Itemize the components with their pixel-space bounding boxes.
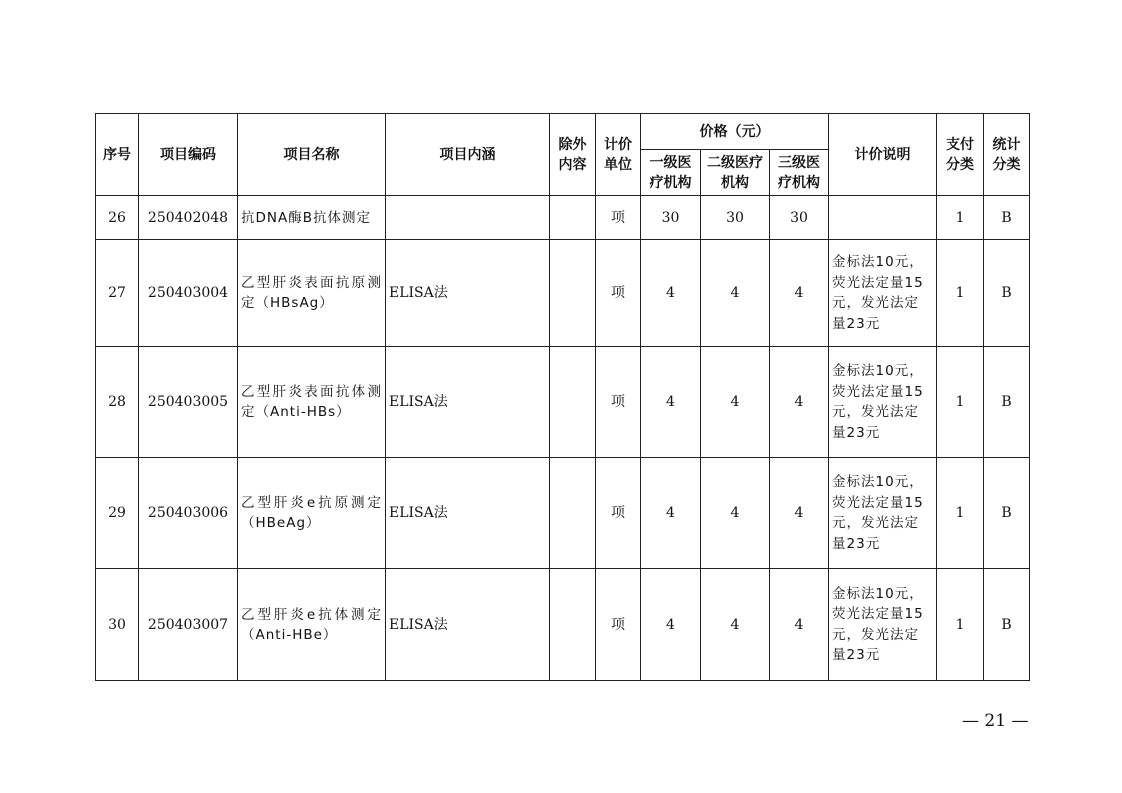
cell-note: 金标法10元，荧光法定量15元，发光法定量23元 xyxy=(829,347,937,458)
header-unit: 计价单位 xyxy=(596,114,641,196)
cell-code: 250403006 xyxy=(139,458,238,569)
cell-price-level2: 4 xyxy=(701,240,770,347)
cell-stat: B xyxy=(984,196,1030,240)
header-seq: 序号 xyxy=(96,114,139,196)
cell-stat: B xyxy=(984,458,1030,569)
cell-payment: 1 xyxy=(937,458,984,569)
cell-code: 250402048 xyxy=(139,196,238,240)
cell-name: 乙型肝炎表面抗体测定（Anti-HBs） xyxy=(238,347,386,458)
cell-seq: 30 xyxy=(96,569,139,681)
cell-price-level3: 4 xyxy=(770,569,829,681)
cell-exclusion xyxy=(550,196,596,240)
cell-note xyxy=(829,196,937,240)
cell-code: 250403004 xyxy=(139,240,238,347)
header-level1: 一级医疗机构 xyxy=(641,150,701,196)
cell-content: ELISA法 xyxy=(386,458,550,569)
table-row xyxy=(96,196,1030,240)
cell-exclusion xyxy=(550,458,596,569)
cell-unit: 项 xyxy=(596,347,641,458)
cell-price-level1: 30 xyxy=(641,196,701,240)
header-level2: 二级医疗机构 xyxy=(701,150,770,196)
table-row xyxy=(96,347,1030,458)
cell-content: ELISA法 xyxy=(386,240,550,347)
cell-note: 金标法10元，荧光法定量15元，发光法定量23元 xyxy=(829,458,937,569)
cell-price-level3: 30 xyxy=(770,196,829,240)
cell-name: 乙型肝炎e抗体测定（Anti-HBe） xyxy=(238,569,386,681)
page-number: — 21 — xyxy=(962,711,1029,731)
header-payment: 支付分类 xyxy=(937,114,984,196)
cell-price-level2: 30 xyxy=(701,196,770,240)
cell-unit: 项 xyxy=(596,240,641,347)
cell-seq: 28 xyxy=(96,347,139,458)
cell-payment: 1 xyxy=(937,569,984,681)
table-row xyxy=(96,240,1030,347)
cell-price-level3: 4 xyxy=(770,240,829,347)
cell-stat: B xyxy=(984,347,1030,458)
cell-exclusion xyxy=(550,347,596,458)
header-code: 项目编码 xyxy=(139,114,238,196)
header-exclusion: 除外内容 xyxy=(550,114,596,196)
cell-price-level1: 4 xyxy=(641,458,701,569)
cell-code: 250403005 xyxy=(139,347,238,458)
cell-payment: 1 xyxy=(937,240,984,347)
cell-price-level1: 4 xyxy=(641,347,701,458)
header-note: 计价说明 xyxy=(829,114,937,196)
cell-content: ELISA法 xyxy=(386,347,550,458)
cell-content xyxy=(386,196,550,240)
cell-note: 金标法10元，荧光法定量15元，发光法定量23元 xyxy=(829,240,937,347)
header-price-group: 价格（元） xyxy=(641,114,829,150)
header-name: 项目名称 xyxy=(238,114,386,196)
cell-price-level1: 4 xyxy=(641,240,701,347)
cell-content: ELISA法 xyxy=(386,569,550,681)
table-row xyxy=(96,569,1030,681)
cell-seq: 26 xyxy=(96,196,139,240)
cell-unit: 项 xyxy=(596,569,641,681)
cell-unit: 项 xyxy=(596,196,641,240)
cell-code: 250403007 xyxy=(139,569,238,681)
header-content: 项目内涵 xyxy=(386,114,550,196)
cell-exclusion xyxy=(550,240,596,347)
header-stat: 统计分类 xyxy=(984,114,1030,196)
cell-price-level2: 4 xyxy=(701,569,770,681)
table-row xyxy=(96,458,1030,569)
cell-stat: B xyxy=(984,569,1030,681)
cell-exclusion xyxy=(550,569,596,681)
cell-seq: 27 xyxy=(96,240,139,347)
cell-stat: B xyxy=(984,240,1030,347)
cell-price-level3: 4 xyxy=(770,458,829,569)
cell-note: 金标法10元，荧光法定量15元，发光法定量23元 xyxy=(829,569,937,681)
cell-payment: 1 xyxy=(937,347,984,458)
cell-name: 乙型肝炎e抗原测定（HBeAg） xyxy=(238,458,386,569)
cell-price-level1: 4 xyxy=(641,569,701,681)
cell-name: 乙型肝炎表面抗原测定（HBsAg） xyxy=(238,240,386,347)
cell-payment: 1 xyxy=(937,196,984,240)
cell-price-level2: 4 xyxy=(701,458,770,569)
cell-unit: 项 xyxy=(596,458,641,569)
cell-price-level3: 4 xyxy=(770,347,829,458)
header-level3: 三级医疗机构 xyxy=(770,150,829,196)
cell-name: 抗DNA酶B抗体测定 xyxy=(238,196,386,240)
cell-price-level2: 4 xyxy=(701,347,770,458)
price-table xyxy=(95,113,1030,681)
cell-seq: 29 xyxy=(96,458,139,569)
